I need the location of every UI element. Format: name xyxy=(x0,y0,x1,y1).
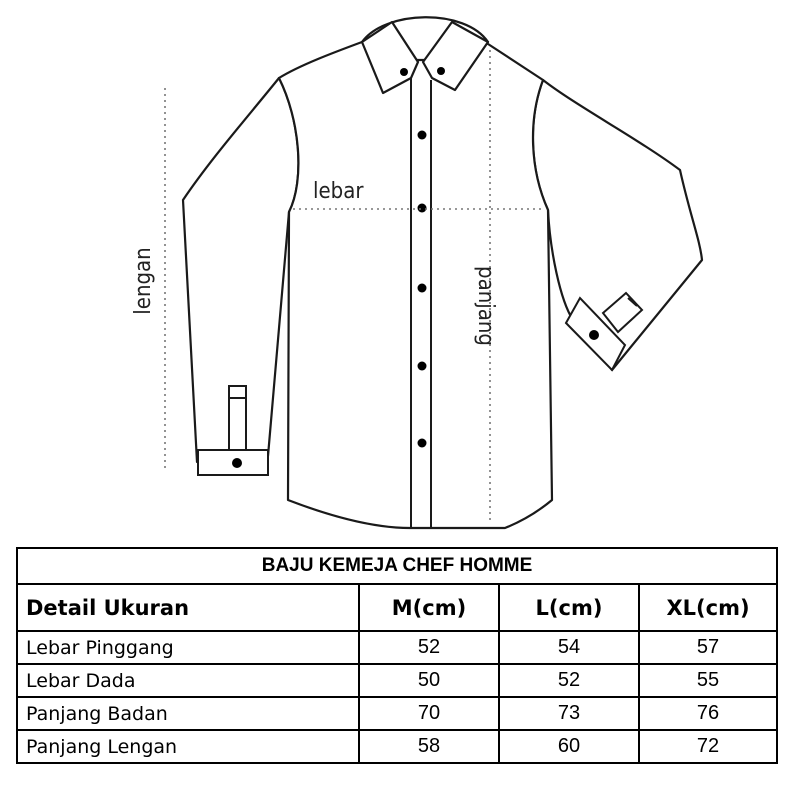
row-label: Panjang Lengan xyxy=(17,730,359,763)
table-header-row xyxy=(17,584,777,631)
header-size-m: M(cm) xyxy=(359,584,499,631)
table-row xyxy=(17,697,777,730)
cell-l: 52 xyxy=(499,664,639,697)
right-cuff-button xyxy=(589,330,599,340)
lengan-label: lengan xyxy=(131,247,156,315)
front-button xyxy=(418,131,427,140)
panjang-label: panjang xyxy=(473,266,498,346)
cell-xl: 57 xyxy=(639,631,777,664)
collar-button-right xyxy=(437,67,445,75)
cell-l: 73 xyxy=(499,697,639,730)
table-title: BAJU KEMEJA CHEF HOMME xyxy=(17,548,777,584)
left-cuff-placket xyxy=(229,386,246,450)
cell-m: 70 xyxy=(359,697,499,730)
table-row xyxy=(17,664,777,697)
front-button xyxy=(418,439,427,448)
row-label: Lebar Pinggang xyxy=(17,631,359,664)
cell-m: 52 xyxy=(359,631,499,664)
lebar-label: lebar xyxy=(313,179,364,204)
cell-l: 60 xyxy=(499,730,639,763)
header-size-l: L(cm) xyxy=(499,584,639,631)
table-row xyxy=(17,631,777,664)
size-table xyxy=(16,547,778,764)
front-button xyxy=(418,204,427,213)
collar-button-left xyxy=(400,68,408,76)
front-button xyxy=(418,284,427,293)
cell-xl: 72 xyxy=(639,730,777,763)
cell-l: 54 xyxy=(499,631,639,664)
row-label: Lebar Dada xyxy=(17,664,359,697)
shirt-body xyxy=(279,42,552,528)
front-button xyxy=(418,362,427,371)
left-cuff-button xyxy=(232,458,242,468)
cell-m: 50 xyxy=(359,664,499,697)
cell-xl: 55 xyxy=(639,664,777,697)
cell-xl: 76 xyxy=(639,697,777,730)
header-size-xl: XL(cm) xyxy=(639,584,777,631)
header-detail-ukuran: Detail Ukuran xyxy=(17,584,359,631)
cell-m: 58 xyxy=(359,730,499,763)
row-label: Panjang Badan xyxy=(17,697,359,730)
table-row xyxy=(17,730,777,763)
